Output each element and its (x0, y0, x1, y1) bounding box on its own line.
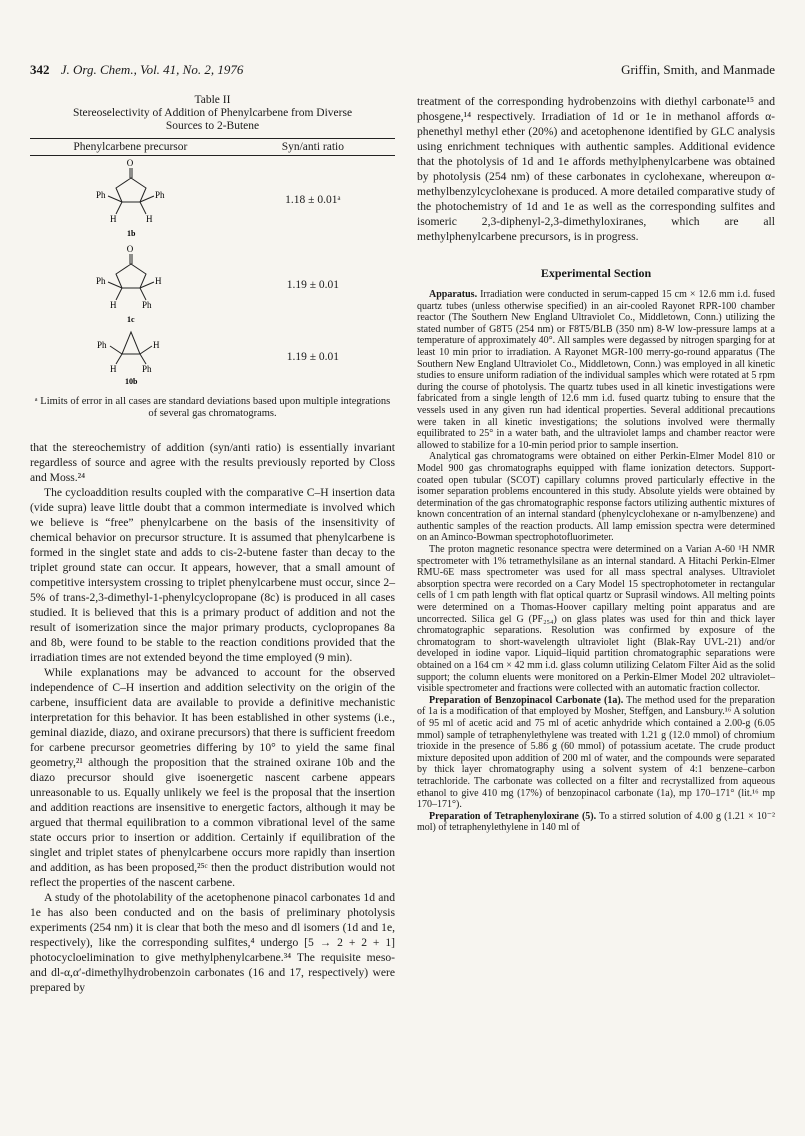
table-row (30, 156, 395, 244)
structure-1b (30, 156, 231, 244)
page-number: 342 (30, 62, 50, 77)
running-authors: Griffin, Smith, and Manmade (621, 62, 775, 77)
experimental-paragraph (417, 695, 775, 811)
journal-citation: J. Org. Chem., Vol. 41, No. 2, 1976 (60, 62, 244, 77)
right-column (417, 94, 775, 834)
body-paragraph: treatment of the corresponding hydrobenzoins with diethyl carbonate¹⁵ and phosgene,¹⁴ respectively. Irradiation of 1d or 1e in methanol affords α-phenethyl methyl ether (20%) and acetophenone identified by GLC analysis using enrichment techniques with authentic samples. Additional evidence that the photolysis of 1d and 1e affords methylphenylcarbene was obtained by photolysis (254 nm) of these carbonates in cyclohexane, whereupon α-methylbenzylcyclohexane is produced. A more detailed comparative study of the photochemistry of 1d and 1e as well as the corresponding sulfites and isomeric 2,3-diphenyl-2,3-dimethyloxiranes, which are all methylphenylcarbene precursors, is in progress. (417, 95, 775, 243)
atom-label-ph: Ph (142, 300, 152, 310)
compound-label: 10b (125, 377, 138, 386)
ratio-value: 1.19 ± 0.01 (286, 279, 340, 291)
table-header-ratio: Syn/anti ratio (281, 141, 345, 153)
compound-label: 1b (127, 229, 136, 238)
table-row (30, 326, 395, 388)
atom-label-h: H (110, 214, 117, 224)
run-in-heading: Apparatus. (429, 289, 478, 300)
table-row (30, 244, 395, 326)
carbonate-structure-diagram (30, 244, 230, 326)
table-footnote: ᵃ Limits of error in all cases are standard deviations based upon multiple integrations of several gas chromatograms. (34, 396, 391, 419)
table-ii (30, 94, 395, 420)
atom-label-ph: Ph (142, 364, 152, 374)
atom-label-h: H (153, 340, 160, 350)
section-heading: Experimental Section (540, 266, 652, 280)
atom-label-h: H (110, 364, 117, 374)
structure-1c (30, 244, 231, 326)
paragraph-text: Analytical gas chromatograms were obtained on either Perkin-Elmer Model 810 or Model 900 gas chromatographs equipped with flame ionization detectors. Support-coated open tubular (SCOT) capillary columns proved particularly effective in the isomer separation problems encountered in this study. Absolute yields were obtained by determination of the gas chromatographic response factors utilizing authentic mixtures of known concentration of an internal standard (phenylcyclohexane or n-amylbenzene) and authentic samples of the reaction products. All lamp emission spectra were determined on an Aminco-Bowman spectrophotofluorimeter. (417, 451, 775, 544)
paragraph-text: Irradiation were conducted in serum-capped 15 cm × 12.6 mm i.d. fused quartz tubes (unless otherwise specified) in an air-cooled Rayonet RPR-100 chamber reactor (The Southern New England Ultraviolet Co., Middletown, Conn.) utilizing the stated number of G8T5 (254 nm) or F8T5/BLB (350 nm) 8-W low-pressure lamps at a temperature of approximately 40°. All samples were degassed by nitrogen sparging for at least 10 min prior to irradiation. A Rayonet MGR-100 merry-go-round apparatus (The Southern New England Ultraviolet Co., Middletown, Conn.) was employed in all kinetic studies to ensure uniform radiation of the individual samples which were rotated at 5 rpm during the course of photolysis. The quartz tubes used in all kinetic investigations were fabricated from a single length of 12.6 mm i.d. fused quartz tubing to ensure that the vessels used in any given run had identical properties. Several additional precautions were taken in all kinetic investigations; the solutions involved were thermally equilibrated to 25° in a water bath, and the ultraviolet lamps and chamber reactor were allowed to stabilize for a 10-min period prior to sample insertion. (417, 289, 775, 451)
table-caption: Stereoselectivity of Addition of Phenylcarbene from Diverse Sources to 2-Butene (72, 107, 353, 132)
left-column (30, 94, 395, 995)
body-paragraph: A study of the photolability of the acetophenone pinacol carbonates 1d and 1e has also been conducted and on the basis of preliminary photolysis experiments (254 nm) it is clear that both the meso and dl isomers (1d and 1e, respectively), like the corresponding sulfites,⁴ undergo [5 → 2 + 2 + 1] photocycloelimination to give methylphenylcarbene.³⁴ The requisite meso- and dl-α,α′-dimethylhydrobenzoin carbonates (16 and 17, respectively) were prepared by (30, 891, 395, 994)
experimental-paragraph (417, 811, 775, 834)
ratio-value: 1.19 ± 0.01 (286, 351, 340, 363)
carbonate-structure-diagram (30, 156, 230, 244)
body-paragraph: The cycloaddition results coupled with the comparative C–H insertion data (vide supra) leave little doubt that a common intermediate is involved which we believe is “free” phenylcarbene on the basis of the insensitivity of chemical behavior on precursor structure. It is assumed that phenylcarbene is formed in the singlet state and adds to cis-2-butene faster than decay to the triplet ground state can occur. It appears, however, that a small amount of competitive intersystem crossing to triplet phenylcarbene must occur, since 2–5% of trans-2,3-dimethyl-1-phenylcyclopropane (8c) is produced in all cases studied. It is believed that this is a primary product of addition and not the result of isomerization since the major primary products, cyclopropanes 8a and 8b, were found to be stable to the reaction conditions provided that the irradiation times are not extended beyond the time employed (9 min). (30, 486, 395, 664)
atom-label-ph: Ph (96, 276, 106, 286)
page-header (30, 62, 775, 82)
atom-label-ph: Ph (96, 190, 106, 200)
atom-label-h: H (146, 214, 153, 224)
paragraph-text: The proton magnetic resonance spectra were determined on a Varian A-60 ¹H NMR spectrometer with 1% tetramethylsilane as an internal standard. A Hitachi Perkin-Elmer RMU-6E mass spectrometer was used for all mass spectral analyses. Ultraviolet absorption spectra were recorded on a Cary Model 15 spectrophotometer in rectangular cells of 1 cm path length with flat optical quartz or Suprasil windows. All melting points were determined on a Thomas-Hoover capillary melting point apparatus and are uncorrected. Silica gel G (PF₂₅₄) on glass plates was used for thin and thick layer chromatographic separations. Resolution was confirmed by exposure of the chromatogram to short-wavelength ultraviolet light (Blak-Ray UVL-21) and/or developed in iodine vapor. Liquid–liquid partition chromatographic separations were obtained on a 164 cm × 42 mm i.d. glass column utilizing Celatom Filter Aid as the solid support; the column eluents were monitored on a Perkin-Elmer Model 202 ultraviolet–visible spectrometer and fractions were collected with an automatic fraction collector. (417, 544, 775, 695)
atom-label-h: H (155, 276, 162, 286)
experimental-paragraph (417, 289, 775, 451)
paragraph-text: The method used for the preparation of 1a is a modification of that employed by Mosher, Steffgen, and Lansbury.¹⁶ A solution of 95 ml of acetic acid and 75 ml of acetic anhydride which contained a 2.00-g (6.05 mmol) sample of tetraphenylethylene was treated with 1.21 g (12.0 mmol) of chromium trioxide in the presence of 5.86 g (60 mmol) of potassium acetate. The crude product mixture deposited upon addition of 200 ml of water, and the compounds were separated by thick layer chromatography using a solvent system of 4:1 benzene–carbon tetrachloride. The carbonate was collected on a filter and recrystallized from aqueous ethanol to give 410 mg (17%) of benzopinacol carbonate (1a), mp 170–171° (lit.¹⁶ mp 170–171°). (417, 694, 775, 811)
table-header-precursor: Phenylcarbene precursor (73, 141, 188, 153)
run-in-heading: Preparation of Tetraphenyloxirane (5). (429, 810, 597, 822)
atom-label-h: H (110, 300, 117, 310)
body-paragraph: While explanations may be advanced to account for the observed independence of C–H insertion and addition selectivity on the origin of the carbene, insufficient data are available to provide a definitive mechanistic interpretation for this behavior. It has been established in other systems (i.e., geminal diazide, diazo, and oxirane precursors) that there is sufficient freedom for carbene precursor geometries differing by 10° to yield the same final geometry,²¹ although the proposition that the strained oxirane 10b and the diazo precursor should give isoenergetic nascent carbene appears unreasonable to us. Equally unlikely we feel is the proposal that the insertion and addition reactions are insensitive to energetic factors, although it may be argued that thermal equilibration to a common vibrational level of the same state occurs prior to insertion or addition. Certainly if equilibration of the singlet and triplet states of phenylcarbene occurs more rapidly than insertion and addition, as has been proposed,²⁵ᶜ then the product distribution would not reflect the properties of the nascent carbene. (30, 666, 395, 889)
compound-label: 1c (127, 315, 135, 324)
table-header-row (30, 138, 395, 156)
table-title: Table II (194, 94, 231, 106)
ratio-value: 1.18 ± 0.01ᵃ (285, 194, 341, 206)
atom-label-ph: Ph (155, 190, 165, 200)
atom-label-o: O (126, 244, 134, 254)
structure-10b (30, 326, 231, 388)
atom-label-ph: Ph (97, 340, 107, 350)
paragraph-text: To a stirred solution of 4.00 g (1.21 × 10⁻² mol) of tetraphenylethylene in 140 ml of (417, 810, 775, 834)
oxirane-structure-diagram (30, 326, 230, 388)
atom-label-o: O (126, 158, 134, 168)
experimental-paragraph (417, 451, 775, 544)
body-paragraph: that the stereochemistry of addition (syn/anti ratio) is essentially invariant regardless of source and agree with the results previously reported by Closs and Moss.²⁴ (30, 441, 395, 484)
run-in-heading: Preparation of Benzopinacol Carbonate (1a). (429, 694, 624, 706)
experimental-paragraph (417, 544, 775, 695)
